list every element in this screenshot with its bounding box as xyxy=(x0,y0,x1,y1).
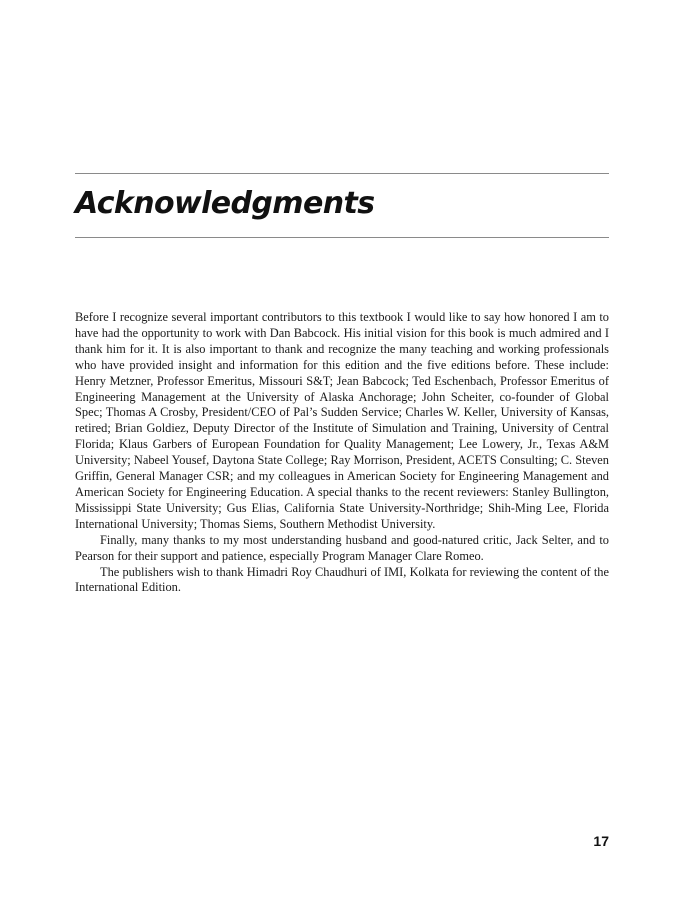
paragraph: The publishers wish to thank Himadri Roy Chaudhuri of IMI, Kolkata for reviewing the content of the International Edition. xyxy=(75,564,609,595)
paragraph: Finally, many thanks to my most understanding husband and good-natured critic, Jack Selter, and to Pearson for their support and patience, especially Program Manager Clare Romeo. xyxy=(75,532,609,563)
chapter-title: Acknowledgments xyxy=(75,186,375,221)
top-divider xyxy=(75,173,609,174)
paragraph: Before I recognize several important contributors to this textbook I would like to say how honored I am to have had the opportunity to work with Dan Babcock. His initial vision for this book is much admired and I thank him for it. It is also important to thank and recognize the many teaching and working professionals who have provided insight and information for this edition and the five editions before. These include: Henry Metzner, Professor Emeritus, Missouri S&T; Jean Babcock; Ted Eschenbach, Professor Emeritus of Engineering Management at the University of Alaska Anchorage; John Scheiter, co-founder of Global Spec; Thomas A Crosby, President/CEO of Pal’s Sudden Service; Charles W. Keller, University of Kansas, retired; Brian Goldiez, Deputy Director of the Institute of Simulation and Training, University of Central Florida; Klaus Garbers of European Foundation for Quality Management; Lee Lowery, Jr., Texas A&M University; Nabeel Yousef, Daytona State College; Ray Morrison, President, ACETS Consulting; C. Steven Griffin, General Manager CSR; and my colleagues in American Society for Engineering Management and American Society for Engineering Education. A special thanks to the recent reviewers: Stanley Bullington, Mississippi State University; Gus Elias, California State University-Northridge; Shih-Ming Lee, Florida International University; Thomas Siems, Southern Methodist University. xyxy=(75,310,609,531)
bottom-divider xyxy=(75,237,609,238)
page-number: 17 xyxy=(593,833,609,849)
acknowledgments-body xyxy=(75,310,609,596)
